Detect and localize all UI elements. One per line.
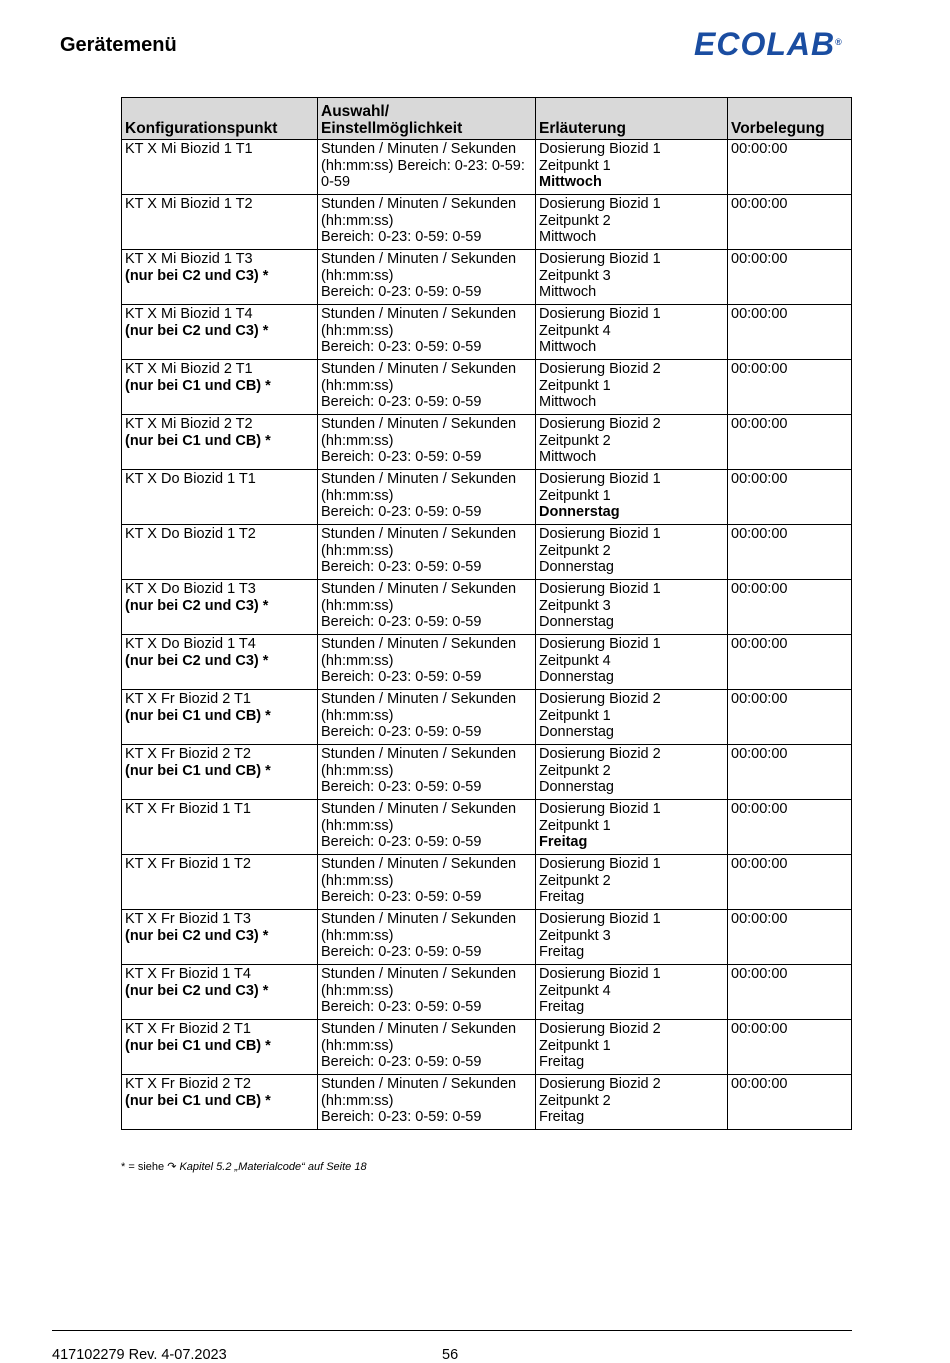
cell-auswahl [318, 470, 536, 525]
cell-auswahl [318, 910, 536, 965]
cell-vorbelegung [728, 800, 852, 855]
logo-registered-mark: ® [835, 37, 843, 47]
cell-vorbelegung-line: 00:00:00 [731, 526, 788, 542]
cell-auswahl-line: Bereich: 0-23: 0-59: 0-59 [321, 339, 482, 355]
cell-erlaeuterung-line: Donnerstag [539, 669, 614, 685]
cell-konfigurationspunkt-line: KT X Fr Biozid 2 T1 [125, 1021, 251, 1037]
cell-konfigurationspunkt [122, 910, 318, 965]
cell-konfigurationspunkt [122, 140, 318, 195]
table-row [122, 580, 852, 635]
cell-auswahl-line: Bereich: 0-23: 0-59: 0-59 [321, 394, 482, 410]
cell-erlaeuterung-line: Dosierung Biozid 2 [539, 1021, 661, 1037]
cell-konfigurationspunkt-line: KT X Do Biozid 1 T4 [125, 636, 256, 652]
cell-vorbelegung-line: 00:00:00 [731, 636, 788, 652]
cell-vorbelegung [728, 140, 852, 195]
cell-auswahl-line: Stunden / Minuten / Sekunden [321, 581, 517, 597]
cell-auswahl [318, 580, 536, 635]
table-row [122, 360, 852, 415]
table-row [122, 855, 852, 910]
cell-konfigurationspunkt-line: KT X Mi Biozid 1 T1 [125, 141, 253, 157]
cell-konfigurationspunkt-line: (nur bei C1 und CB) * [125, 1037, 271, 1054]
cell-konfigurationspunkt [122, 1075, 318, 1130]
cell-erlaeuterung [536, 1075, 728, 1130]
cell-erlaeuterung [536, 580, 728, 635]
cell-auswahl-line: Bereich: 0-23: 0-59: 0-59 [321, 834, 482, 850]
cell-vorbelegung [728, 965, 852, 1020]
cell-erlaeuterung-line: Dosierung Biozid 2 [539, 416, 661, 432]
cell-auswahl-line: Stunden / Minuten / Sekunden [321, 196, 517, 212]
table-header-row [122, 98, 852, 140]
cell-auswahl [318, 305, 536, 360]
cell-erlaeuterung-line: Donnerstag [539, 779, 614, 795]
cell-auswahl-line: Bereich: 0-23: 0-59: 0-59 [321, 449, 482, 465]
cell-auswahl-line: Bereich: 0-23: 0-59: 0-59 [321, 229, 482, 245]
cell-auswahl-line: (hh:mm:ss) [321, 652, 394, 669]
cell-konfigurationspunkt-line: (nur bei C2 und C3) * [125, 322, 269, 339]
cell-konfigurationspunkt [122, 195, 318, 250]
cell-auswahl-line: Bereich: 0-23: 0-59: 0-59 [321, 1054, 482, 1070]
cell-konfigurationspunkt [122, 1020, 318, 1075]
cell-konfigurationspunkt [122, 360, 318, 415]
cell-erlaeuterung-line: Freitag [539, 889, 585, 905]
cell-auswahl-line: (hh:mm:ss) [321, 817, 394, 834]
cell-konfigurationspunkt [122, 415, 318, 470]
cell-konfigurationspunkt [122, 470, 318, 525]
cell-erlaeuterung-line: Zeitpunkt 3 [539, 927, 611, 944]
cell-vorbelegung-line: 00:00:00 [731, 416, 788, 432]
cell-konfigurationspunkt-line: (nur bei C2 und C3) * [125, 927, 269, 944]
cell-auswahl-line: (hh:mm:ss) [321, 982, 394, 999]
cell-konfigurationspunkt-line: KT X Fr Biozid 1 T2 [125, 856, 251, 872]
cell-konfigurationspunkt-line: KT X Mi Biozid 1 T4 [125, 306, 253, 322]
cell-vorbelegung-line: 00:00:00 [731, 746, 788, 762]
cell-auswahl-line: Bereich: 0-23: 0-59: 0-59 [321, 944, 482, 960]
cell-auswahl-line: Stunden / Minuten / Sekunden [321, 746, 517, 762]
cell-auswahl-line: Bereich: 0-23: 0-59: 0-59 [321, 779, 482, 795]
cell-auswahl-line: Bereich: 0-23: 0-59: 0-59 [321, 669, 482, 685]
cell-auswahl-line: (hh:mm:ss) [321, 762, 394, 779]
cell-erlaeuterung-line: Dosierung Biozid 2 [539, 1076, 661, 1092]
cell-auswahl [318, 195, 536, 250]
cell-auswahl [318, 1020, 536, 1075]
cell-erlaeuterung-line: Mittwoch [539, 229, 597, 245]
cell-auswahl-line: 0-59 [321, 174, 351, 190]
header-konfigurationspunkt: Konfigurationspunkt [122, 98, 318, 140]
cell-auswahl-line: Stunden / Minuten / Sekunden [321, 471, 517, 487]
cell-vorbelegung-line: 00:00:00 [731, 581, 788, 597]
cell-erlaeuterung-line: Donnerstag [539, 724, 614, 740]
cell-vorbelegung [728, 195, 852, 250]
document-id: 417102279 Rev. 4-07.2023 [52, 1347, 227, 1363]
cell-vorbelegung [728, 305, 852, 360]
cell-erlaeuterung [536, 525, 728, 580]
cell-erlaeuterung-line: Dosierung Biozid 1 [539, 581, 661, 597]
footnote-reference[interactable]: Kapitel 5.2 „Materialcode“ auf Seite 18 [179, 1161, 367, 1173]
cell-konfigurationspunkt [122, 855, 318, 910]
cell-erlaeuterung-line: Zeitpunkt 2 [539, 212, 611, 229]
cell-konfigurationspunkt-line: KT X Fr Biozid 2 T1 [125, 691, 251, 707]
cell-konfigurationspunkt-line: KT X Mi Biozid 1 T3 [125, 251, 253, 267]
cell-erlaeuterung-line: Freitag [539, 999, 585, 1015]
cell-auswahl-line: Stunden / Minuten / Sekunden [321, 636, 517, 652]
cell-vorbelegung-line: 00:00:00 [731, 1021, 788, 1037]
cell-vorbelegung-line: 00:00:00 [731, 801, 788, 817]
cell-erlaeuterung-line: Zeitpunkt 2 [539, 1092, 611, 1109]
cell-auswahl-line: Stunden / Minuten / Sekunden [321, 966, 517, 982]
cell-auswahl-line: Stunden / Minuten / Sekunden [321, 361, 517, 377]
cell-erlaeuterung [536, 910, 728, 965]
cell-konfigurationspunkt [122, 250, 318, 305]
cell-auswahl-line: Bereich: 0-23: 0-59: 0-59 [321, 614, 482, 630]
cell-auswahl-line: Stunden / Minuten / Sekunden [321, 801, 517, 817]
cell-vorbelegung-line: 00:00:00 [731, 911, 788, 927]
cell-auswahl-line: (hh:mm:ss) Bereich: 0-23: 0-59: [321, 157, 525, 174]
configuration-table [121, 97, 852, 1130]
cell-erlaeuterung [536, 140, 728, 195]
cell-vorbelegung-line: 00:00:00 [731, 691, 788, 707]
cell-erlaeuterung-line: Dosierung Biozid 1 [539, 526, 661, 542]
cell-erlaeuterung-line: Mittwoch [539, 284, 597, 300]
cell-erlaeuterung [536, 470, 728, 525]
cell-erlaeuterung-line: Zeitpunkt 2 [539, 432, 611, 449]
cell-erlaeuterung-line: Freitag [539, 1054, 585, 1070]
cell-auswahl-line: Stunden / Minuten / Sekunden [321, 526, 517, 542]
cell-auswahl [318, 1075, 536, 1130]
cell-vorbelegung-line: 00:00:00 [731, 856, 788, 872]
cell-auswahl-line: (hh:mm:ss) [321, 872, 394, 889]
cell-auswahl-line: Stunden / Minuten / Sekunden [321, 251, 517, 267]
cell-vorbelegung [728, 580, 852, 635]
cell-vorbelegung-line: 00:00:00 [731, 471, 788, 487]
cell-konfigurationspunkt-line: KT X Fr Biozid 2 T2 [125, 1076, 251, 1092]
cell-erlaeuterung-line: Freitag [539, 1109, 585, 1125]
cell-auswahl-line: Bereich: 0-23: 0-59: 0-59 [321, 724, 482, 740]
cell-erlaeuterung-line: Freitag [539, 944, 585, 960]
cell-erlaeuterung [536, 690, 728, 745]
cell-erlaeuterung-line: Donnerstag [539, 559, 614, 575]
cell-konfigurationspunkt-line: KT X Do Biozid 1 T2 [125, 526, 256, 542]
cell-konfigurationspunkt [122, 690, 318, 745]
cell-auswahl-line: Bereich: 0-23: 0-59: 0-59 [321, 1109, 482, 1125]
header-erlaeuterung: Erläuterung [536, 98, 728, 140]
cell-auswahl-line: (hh:mm:ss) [321, 432, 394, 449]
cell-konfigurationspunkt [122, 525, 318, 580]
cell-vorbelegung [728, 745, 852, 800]
cell-auswahl-line: Bereich: 0-23: 0-59: 0-59 [321, 889, 482, 905]
cell-erlaeuterung-line: Zeitpunkt 2 [539, 872, 611, 889]
cell-vorbelegung [728, 1075, 852, 1130]
cell-auswahl-line: (hh:mm:ss) [321, 597, 394, 614]
cell-konfigurationspunkt-line: (nur bei C2 und C3) * [125, 267, 269, 284]
table-row [122, 305, 852, 360]
cell-erlaeuterung-line: Zeitpunkt 1 [539, 817, 611, 834]
cell-erlaeuterung-line: Zeitpunkt 4 [539, 322, 611, 339]
cell-auswahl-line: Stunden / Minuten / Sekunden [321, 1021, 517, 1037]
cell-erlaeuterung-line: Dosierung Biozid 1 [539, 911, 661, 927]
cell-auswahl-line: (hh:mm:ss) [321, 377, 394, 394]
page-title: Gerätemenü [60, 34, 177, 56]
cell-erlaeuterung-line: Dosierung Biozid 1 [539, 196, 661, 212]
cell-konfigurationspunkt [122, 635, 318, 690]
cell-erlaeuterung-line: Mittwoch [539, 394, 597, 410]
table-row [122, 910, 852, 965]
cell-auswahl [318, 800, 536, 855]
cell-erlaeuterung-line: Zeitpunkt 1 [539, 487, 611, 504]
cell-konfigurationspunkt [122, 305, 318, 360]
cell-vorbelegung-line: 00:00:00 [731, 251, 788, 267]
cell-erlaeuterung-line: Zeitpunkt 4 [539, 652, 611, 669]
cell-vorbelegung-line: 00:00:00 [731, 306, 788, 322]
cell-auswahl-line: (hh:mm:ss) [321, 927, 394, 944]
cell-erlaeuterung [536, 195, 728, 250]
table-row [122, 195, 852, 250]
cell-auswahl [318, 140, 536, 195]
cell-vorbelegung [728, 360, 852, 415]
cell-erlaeuterung-line: Zeitpunkt 1 [539, 1037, 611, 1054]
table-row [122, 745, 852, 800]
cell-erlaeuterung [536, 855, 728, 910]
cell-erlaeuterung [536, 800, 728, 855]
cell-erlaeuterung-line: Dosierung Biozid 1 [539, 251, 661, 267]
cell-vorbelegung [728, 470, 852, 525]
cell-vorbelegung [728, 525, 852, 580]
cell-vorbelegung-line: 00:00:00 [731, 361, 788, 377]
cell-vorbelegung [728, 910, 852, 965]
table-row [122, 470, 852, 525]
cell-auswahl [318, 250, 536, 305]
cell-erlaeuterung-line: Dosierung Biozid 2 [539, 691, 661, 707]
cell-konfigurationspunkt-line: (nur bei C1 und CB) * [125, 1092, 271, 1109]
cell-erlaeuterung-line: Freitag [539, 834, 588, 850]
cell-erlaeuterung [536, 360, 728, 415]
table-row [122, 250, 852, 305]
cell-vorbelegung-line: 00:00:00 [731, 966, 788, 982]
cell-auswahl-line: Bereich: 0-23: 0-59: 0-59 [321, 559, 482, 575]
cell-auswahl-line: (hh:mm:ss) [321, 212, 394, 229]
cell-erlaeuterung-line: Mittwoch [539, 449, 597, 465]
ecolab-logo [694, 28, 843, 60]
table-row [122, 415, 852, 470]
footnote [121, 1160, 367, 1173]
cell-vorbelegung [728, 635, 852, 690]
page-number: 56 [442, 1347, 459, 1363]
cell-auswahl-line: (hh:mm:ss) [321, 1037, 394, 1054]
cell-auswahl-line: (hh:mm:ss) [321, 542, 394, 559]
link-arrow-icon: ↷ [167, 1161, 177, 1173]
table-row [122, 635, 852, 690]
cell-auswahl-line: Stunden / Minuten / Sekunden [321, 416, 517, 432]
cell-erlaeuterung [536, 415, 728, 470]
cell-erlaeuterung [536, 250, 728, 305]
cell-auswahl-line: Stunden / Minuten / Sekunden [321, 141, 517, 157]
header-vorbelegung: Vorbelegung [728, 98, 852, 140]
cell-auswahl [318, 690, 536, 745]
cell-erlaeuterung [536, 305, 728, 360]
cell-auswahl-line: (hh:mm:ss) [321, 707, 394, 724]
cell-vorbelegung [728, 415, 852, 470]
cell-auswahl-line: Stunden / Minuten / Sekunden [321, 856, 517, 872]
cell-erlaeuterung-line: Zeitpunkt 1 [539, 707, 611, 724]
cell-konfigurationspunkt-line: (nur bei C2 und C3) * [125, 597, 269, 614]
table-row [122, 965, 852, 1020]
header-auswahl: Auswahl/ Einstellmöglichkeit [318, 98, 536, 140]
cell-vorbelegung-line: 00:00:00 [731, 141, 788, 157]
cell-auswahl-line: Bereich: 0-23: 0-59: 0-59 [321, 504, 482, 520]
cell-konfigurationspunkt-line: (nur bei C1 und CB) * [125, 432, 271, 449]
footer-divider [52, 1330, 852, 1331]
table-row [122, 1020, 852, 1075]
cell-konfigurationspunkt-line: KT X Fr Biozid 1 T4 [125, 966, 251, 982]
cell-vorbelegung [728, 250, 852, 305]
cell-erlaeuterung-line: Zeitpunkt 3 [539, 267, 611, 284]
cell-auswahl-line: (hh:mm:ss) [321, 267, 394, 284]
cell-auswahl [318, 635, 536, 690]
cell-auswahl-line: Bereich: 0-23: 0-59: 0-59 [321, 284, 482, 300]
cell-auswahl [318, 360, 536, 415]
cell-konfigurationspunkt [122, 965, 318, 1020]
cell-vorbelegung [728, 1020, 852, 1075]
cell-erlaeuterung-line: Zeitpunkt 1 [539, 377, 611, 394]
cell-konfigurationspunkt-line: KT X Do Biozid 1 T1 [125, 471, 256, 487]
cell-erlaeuterung-line: Mittwoch [539, 174, 602, 190]
table-row [122, 690, 852, 745]
cell-erlaeuterung [536, 635, 728, 690]
cell-vorbelegung [728, 690, 852, 745]
cell-erlaeuterung-line: Dosierung Biozid 1 [539, 856, 661, 872]
cell-auswahl-line: Bereich: 0-23: 0-59: 0-59 [321, 999, 482, 1015]
footnote-prefix: * = siehe [121, 1161, 165, 1173]
cell-konfigurationspunkt-line: (nur bei C2 und C3) * [125, 652, 269, 669]
cell-konfigurationspunkt-line: (nur bei C2 und C3) * [125, 982, 269, 999]
cell-konfigurationspunkt-line: KT X Fr Biozid 1 T1 [125, 801, 251, 817]
cell-vorbelegung-line: 00:00:00 [731, 1076, 788, 1092]
cell-auswahl-line: Stunden / Minuten / Sekunden [321, 1076, 517, 1092]
cell-konfigurationspunkt [122, 580, 318, 635]
cell-erlaeuterung-line: Dosierung Biozid 1 [539, 966, 661, 982]
table-row [122, 800, 852, 855]
cell-auswahl [318, 965, 536, 1020]
cell-erlaeuterung-line: Zeitpunkt 2 [539, 542, 611, 559]
cell-auswahl-line: (hh:mm:ss) [321, 322, 394, 339]
cell-auswahl-line: (hh:mm:ss) [321, 1092, 394, 1109]
cell-erlaeuterung-line: Dosierung Biozid 1 [539, 801, 661, 817]
cell-vorbelegung-line: 00:00:00 [731, 196, 788, 212]
cell-auswahl [318, 855, 536, 910]
cell-auswahl-line: (hh:mm:ss) [321, 487, 394, 504]
cell-auswahl [318, 525, 536, 580]
cell-erlaeuterung [536, 1020, 728, 1075]
cell-konfigurationspunkt-line: KT X Fr Biozid 2 T2 [125, 746, 251, 762]
cell-auswahl [318, 415, 536, 470]
cell-erlaeuterung-line: Dosierung Biozid 2 [539, 746, 661, 762]
cell-vorbelegung [728, 855, 852, 910]
cell-konfigurationspunkt [122, 745, 318, 800]
cell-erlaeuterung-line: Zeitpunkt 2 [539, 762, 611, 779]
cell-erlaeuterung-line: Dosierung Biozid 1 [539, 306, 661, 322]
cell-erlaeuterung-line: Zeitpunkt 1 [539, 157, 611, 174]
cell-konfigurationspunkt-line: KT X Mi Biozid 2 T2 [125, 416, 253, 432]
logo-text: ECOLAB [694, 26, 836, 62]
cell-auswahl-line: Stunden / Minuten / Sekunden [321, 691, 517, 707]
cell-erlaeuterung-line: Mittwoch [539, 339, 597, 355]
cell-konfigurationspunkt-line: (nur bei C1 und CB) * [125, 707, 271, 724]
cell-konfigurationspunkt-line: KT X Fr Biozid 1 T3 [125, 911, 251, 927]
cell-erlaeuterung-line: Donnerstag [539, 504, 620, 520]
cell-konfigurationspunkt [122, 800, 318, 855]
cell-konfigurationspunkt-line: KT X Mi Biozid 1 T2 [125, 196, 253, 212]
cell-konfigurationspunkt-line: KT X Do Biozid 1 T3 [125, 581, 256, 597]
table-row [122, 140, 852, 195]
cell-erlaeuterung-line: Dosierung Biozid 1 [539, 141, 661, 157]
cell-konfigurationspunkt-line: (nur bei C1 und CB) * [125, 377, 271, 394]
cell-erlaeuterung-line: Dosierung Biozid 2 [539, 361, 661, 377]
cell-auswahl [318, 745, 536, 800]
cell-auswahl-line: Stunden / Minuten / Sekunden [321, 911, 517, 927]
cell-erlaeuterung-line: Donnerstag [539, 614, 614, 630]
cell-erlaeuterung-line: Dosierung Biozid 1 [539, 471, 661, 487]
cell-erlaeuterung [536, 745, 728, 800]
table-row [122, 525, 852, 580]
cell-erlaeuterung-line: Dosierung Biozid 1 [539, 636, 661, 652]
cell-erlaeuterung-line: Zeitpunkt 4 [539, 982, 611, 999]
cell-erlaeuterung-line: Zeitpunkt 3 [539, 597, 611, 614]
cell-konfigurationspunkt-line: KT X Mi Biozid 2 T1 [125, 361, 253, 377]
table-row [122, 1075, 852, 1130]
cell-konfigurationspunkt-line: (nur bei C1 und CB) * [125, 762, 271, 779]
cell-auswahl-line: Stunden / Minuten / Sekunden [321, 306, 517, 322]
cell-erlaeuterung [536, 965, 728, 1020]
